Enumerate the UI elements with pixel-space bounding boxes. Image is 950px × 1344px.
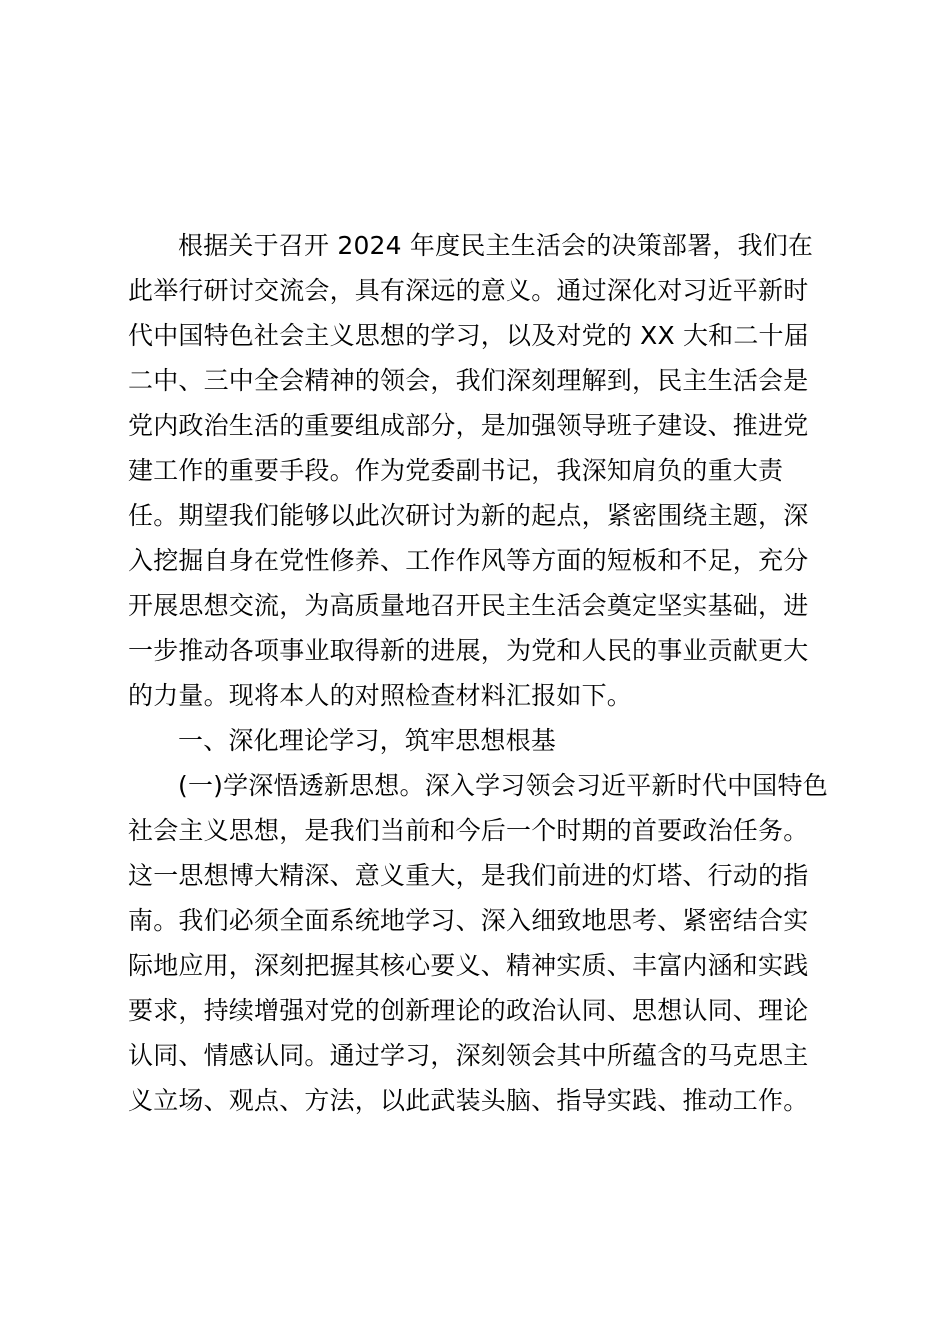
paragraph-1-line: 的力量。现将本人的对照检查材料汇报如下。 [128, 681, 633, 710]
paragraph-2-line: 认同、情感认同。通过学习，深刻领会其中所蕴含的马克思主 [128, 1041, 809, 1070]
section-heading: 一、深化理论学习，筑牢思想根基 [178, 726, 557, 755]
document-body [128, 223, 828, 1123]
paragraph-1-line: 任。期望我们能够以此次研讨为新的起点，紧密围绕主题，深 [128, 501, 809, 530]
paragraph-1-line: 开展思想交流，为高质量地召开民主生活会奠定坚实基础，进 [128, 591, 809, 620]
paragraph-2-line: 这一思想博大精深、意义重大，是我们前进的灯塔、行动的指 [128, 861, 809, 890]
paragraph-2-line: 社会主义思想，是我们当前和今后一个时期的首要政治任务。 [128, 816, 809, 845]
paragraph-1-line: 一步推动各项事业取得新的进展，为党和人民的事业贡献更大 [128, 636, 809, 665]
paragraph-1-line: 此举行研讨交流会，具有深远的意义。通过深化对习近平新时 [128, 276, 809, 305]
paragraph-2-line: (一)学深悟透新思想。深入学习领会习近平新时代中国特色 [178, 771, 828, 800]
paragraph-1-line: 根据关于召开 2024 年度民主生活会的决策部署，我们在 [178, 231, 814, 260]
paragraph-2-line: 南。我们必须全面系统地学习、深入细致地思考、紧密结合实 [128, 906, 809, 935]
paragraph-1-line: 二中、三中全会精神的领会，我们深刻理解到，民主生活会是 [128, 366, 809, 395]
paragraph-1-line: 代中国特色社会主义思想的学习，以及对党的 XX 大和二十届 [128, 321, 809, 350]
paragraph-2-line: 要求，持续增强对党的创新理论的政治认同、思想认同、理论 [128, 996, 809, 1025]
paragraph-2-line: 际地应用，深刻把握其核心要义、精神实质、丰富内涵和实践 [128, 951, 809, 980]
paragraph-1-line: 党内政治生活的重要组成部分，是加强领导班子建设、推进党 [128, 411, 809, 440]
paragraph-1-line: 建工作的重要手段。作为党委副书记，我深知肩负的重大责 [128, 456, 784, 485]
paragraph-2-line: 义立场、观点、方法，以此武装头脑、指导实践、推动工作。 [128, 1086, 809, 1115]
paragraph-1-line: 入挖掘自身在党性修养、工作作风等方面的短板和不足，充分 [128, 546, 809, 575]
